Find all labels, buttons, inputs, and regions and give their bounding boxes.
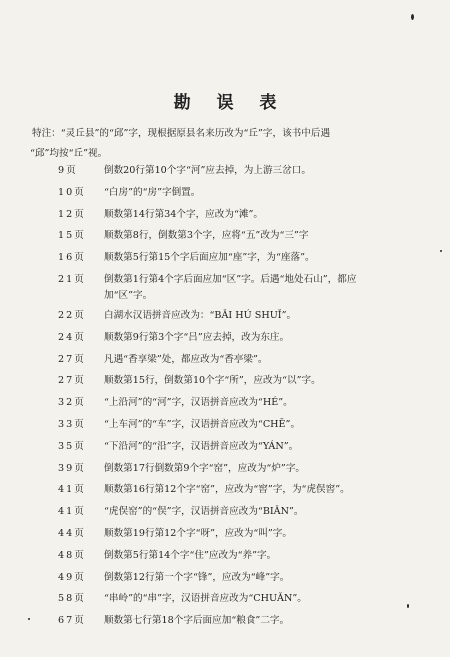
entry-page: 24页	[58, 331, 86, 343]
errata-entry	[0, 370, 450, 392]
entry-page: 41页	[58, 484, 86, 496]
entry-page: 49页	[58, 571, 86, 583]
errata-entry	[0, 204, 450, 226]
print-speck	[407, 604, 409, 608]
errata-entry	[0, 414, 450, 436]
print-speck	[440, 250, 442, 252]
errata-entry	[0, 327, 450, 349]
entry-text: “下沿河”的“沿”字，汉语拼音应改为“YÁN”。	[104, 440, 299, 452]
entry-page: 15页	[58, 230, 86, 242]
errata-list	[0, 160, 450, 632]
entry-text: “上车河”的“车”字，汉语拼音应改为“CHĒ”。	[104, 418, 301, 430]
print-speck	[411, 14, 414, 20]
entry-page: 33页	[58, 418, 86, 430]
errata-entry	[0, 182, 450, 204]
entry-page: 16页	[58, 252, 86, 264]
entry-text: “虎俣窑”的“俣”字，汉语拼音应改为“BIǍN”。	[104, 506, 304, 518]
entry-text: “白房”的“房”字倒置。	[104, 186, 201, 198]
entry-text: 顺数第9行第3个字“吕”应去掉，改为东庄。	[104, 331, 290, 343]
entry-page: 67页	[58, 615, 86, 627]
entry-page: 39页	[58, 462, 86, 474]
special-note	[30, 124, 428, 164]
entry-page: 32页	[58, 397, 86, 409]
entry-page: 27页	[58, 353, 86, 365]
entry-page: 21页	[58, 273, 86, 285]
errata-entry	[0, 160, 450, 182]
entry-text: 顺数第5行第15个字后面应加“座”字，为“座落”。	[104, 252, 315, 264]
entry-text: 凡遇“香享梁”处，都应改为“香亭梁”。	[104, 353, 268, 365]
entry-text: 白湖水汉语拼音应改为：“BǍI HÚ SHUǏ”。	[104, 309, 297, 321]
entry-page: 27页	[58, 375, 86, 387]
entry-page: 35页	[58, 440, 86, 452]
entry-text: “串岭”的“串”字，汉语拼音应改为“CHUǍN”。	[104, 593, 307, 605]
note-line-2: “邱”均按“丘”视。	[30, 148, 108, 159]
entry-page: 22页	[58, 309, 86, 321]
note-line-1: 特注：“灵丘县”的“邱”字，现根据原县名来历改为“丘”字，该书中后遇	[32, 128, 331, 139]
errata-entry	[0, 225, 450, 247]
entry-text: 顺数第19行第12个字“呀”，应改为“叫”字。	[104, 527, 292, 539]
entry-text: 顺数第15行，倒数第10个字“所”，应改为“以”字。	[104, 375, 321, 387]
entry-text: 倒数第17行倒数第9个字“窑”，应改为“炉”字。	[104, 462, 306, 474]
entry-text: 顺数第8行，倒数第3个字，应将“五”改为“三”字	[104, 230, 309, 242]
entry-page: 48页	[58, 549, 86, 561]
errata-entry	[0, 479, 450, 501]
entry-page: 58页	[58, 593, 86, 605]
entry-text: 倒数20行第10个字“河”应去掉，为上游三岔口。	[104, 165, 311, 176]
entry-page: 10页	[58, 186, 86, 198]
page-title: 勘 误 表	[173, 93, 287, 113]
errata-entry	[0, 545, 450, 567]
errata-entry	[0, 247, 450, 269]
entry-page: 12页	[58, 208, 86, 220]
entry-text: 顺数第14行第34个字，应改为“滩”。	[104, 208, 263, 220]
errata-entry	[0, 610, 450, 632]
entry-text: 顺数第七行第18个字后面应加“粮食”二字。	[104, 615, 290, 627]
entry-text: 顺数第16行第12个字“窑”，应改为“窖”字，为“虎俣窖”。	[104, 484, 350, 496]
entry-text: 倒数第1行第4个字后面应加“区”字。后遇“地处石山”，都应加“区”字。	[104, 273, 357, 301]
errata-entry	[0, 458, 450, 480]
errata-entry	[0, 567, 450, 589]
errata-entry	[0, 588, 450, 610]
errata-entry	[0, 349, 450, 371]
errata-entry	[0, 269, 450, 305]
entry-text: 倒数第12行第一个字“锋”，应改为“峰”字。	[104, 571, 290, 583]
errata-entry	[0, 523, 450, 545]
entry-text: 倒数第5行第14个字“住”应改为“养”字。	[104, 549, 277, 561]
errata-entry	[0, 392, 450, 414]
entry-page: 9页	[58, 165, 78, 176]
entry-page: 41页	[58, 506, 86, 518]
entry-page: 44页	[58, 527, 86, 539]
entry-text: “上沿河”的“河”字，汉语拼音应改为“HÉ”。	[104, 397, 293, 409]
errata-entry	[0, 501, 450, 523]
errata-entry	[0, 305, 450, 327]
print-speck	[28, 618, 30, 620]
errata-entry	[0, 436, 450, 458]
